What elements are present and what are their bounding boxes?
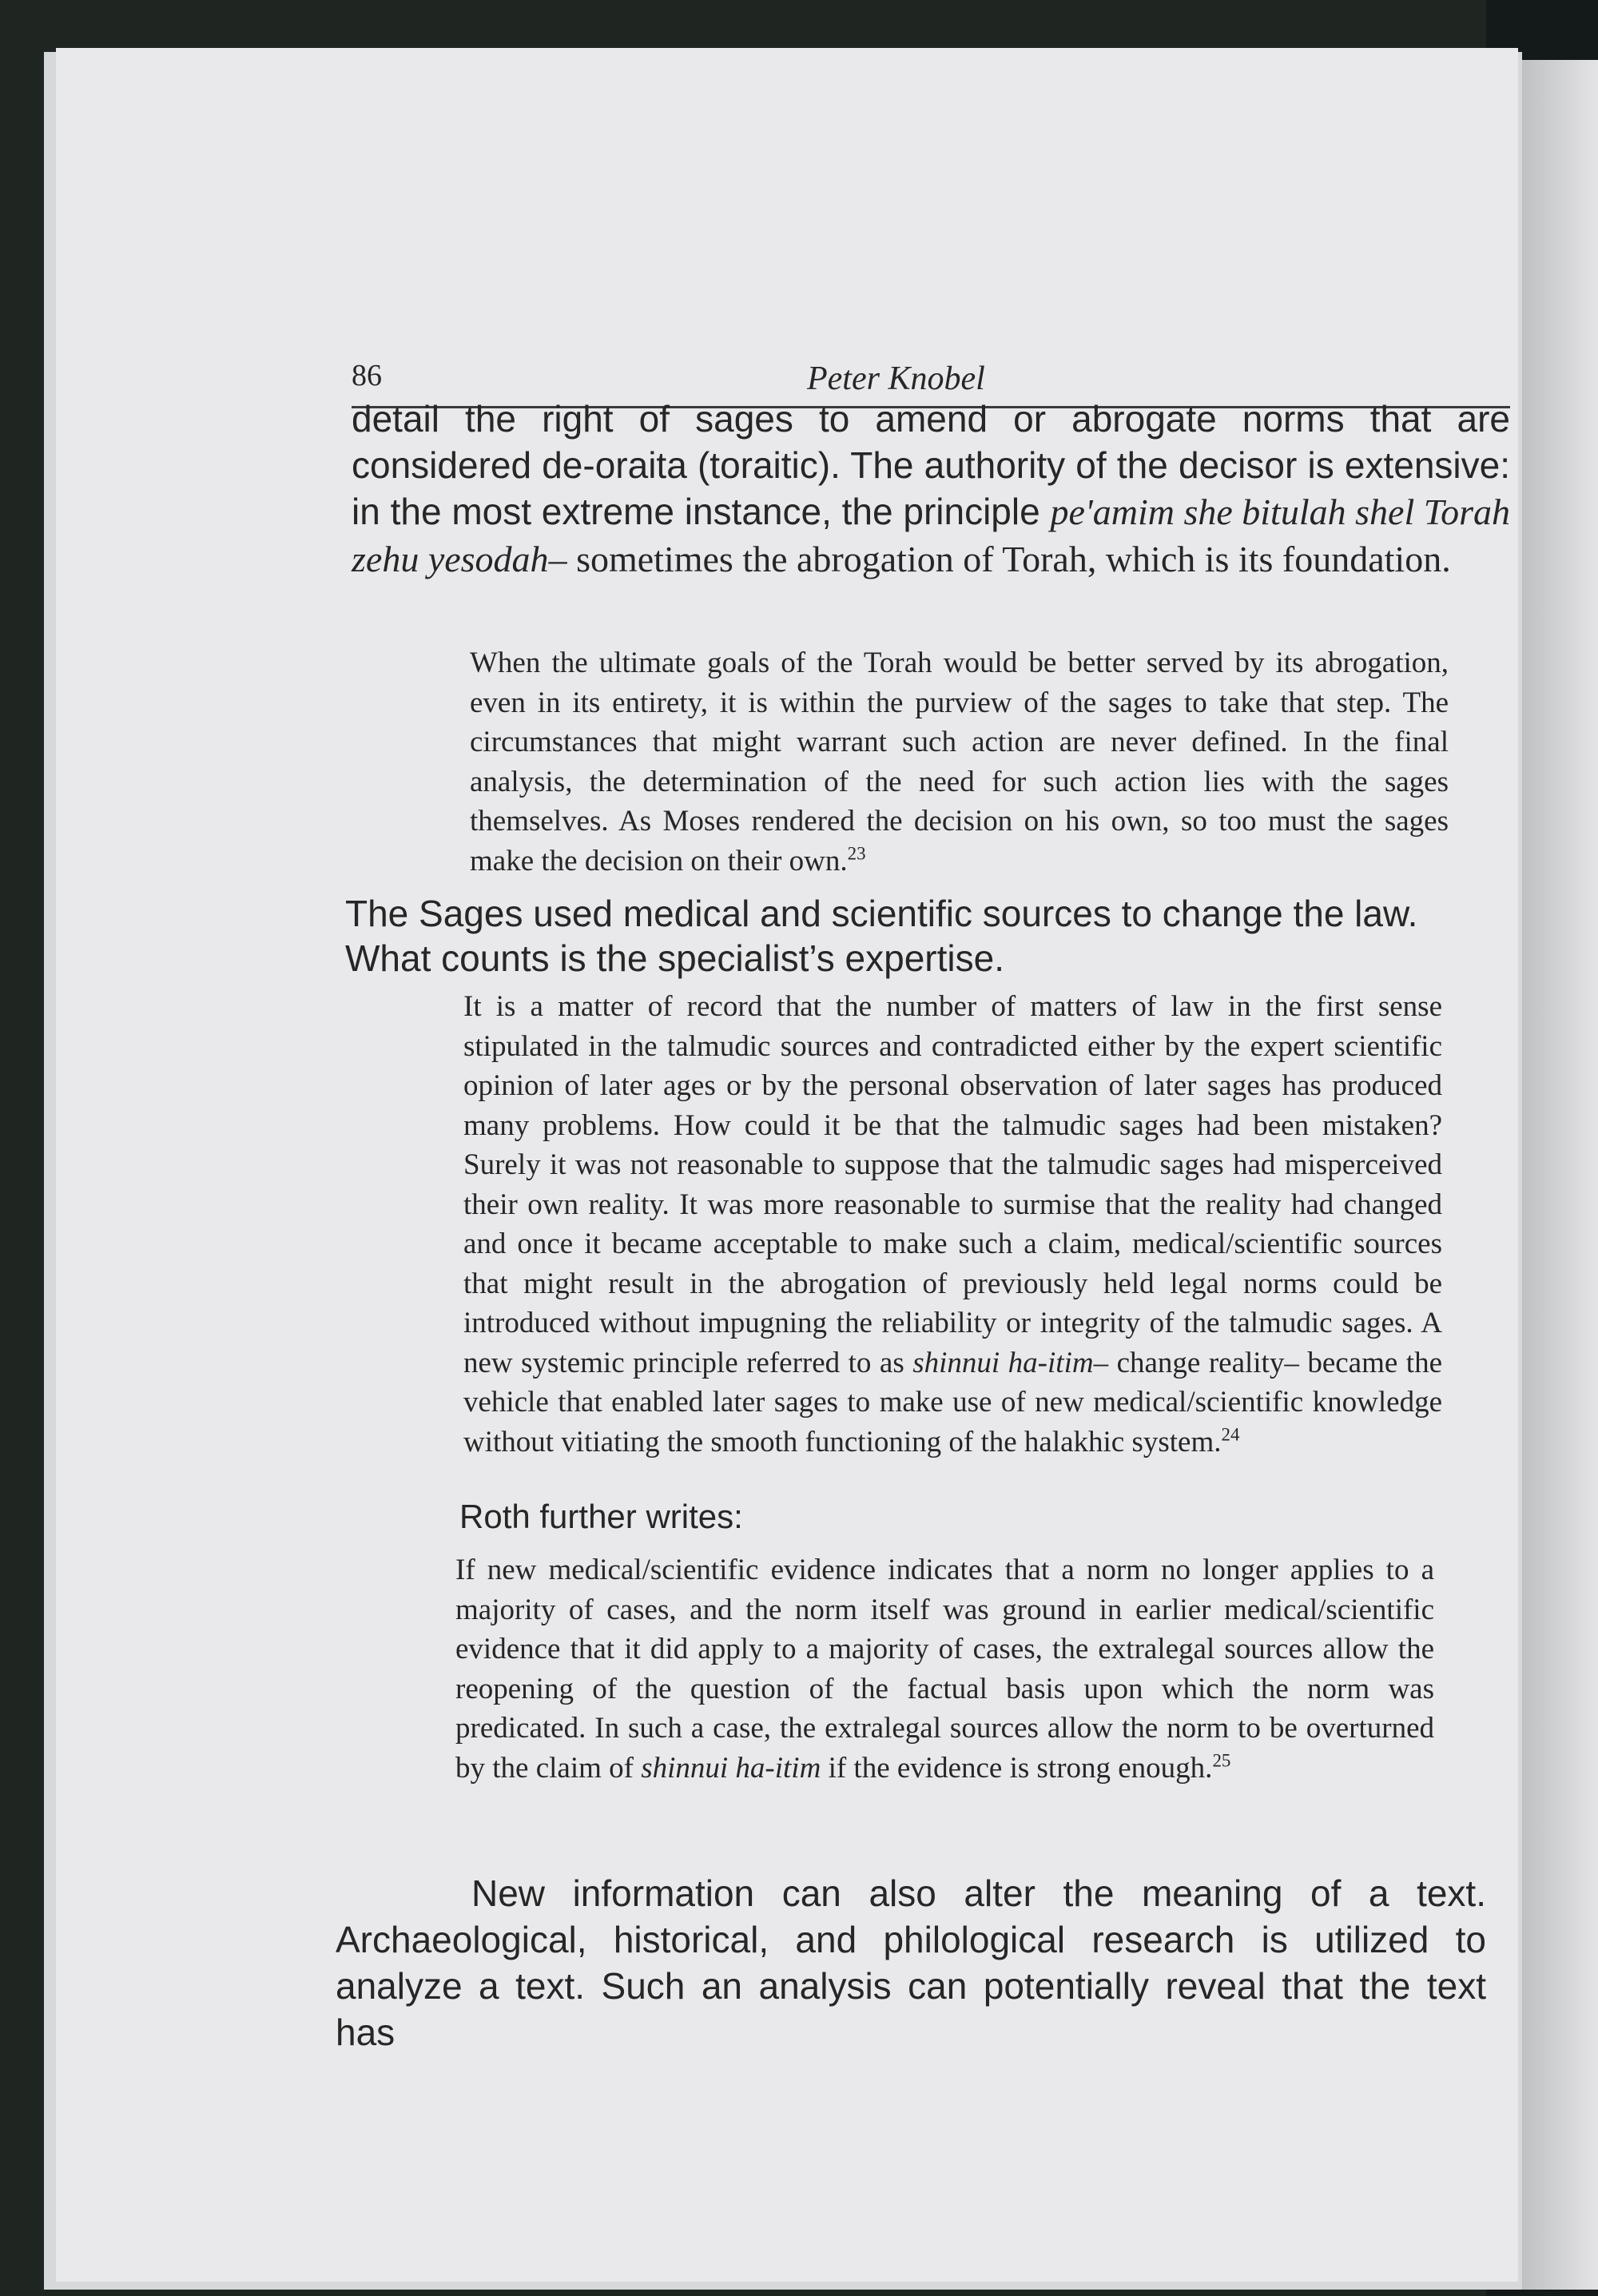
quote3-text-2: if the evidence is strong enough. [821, 1751, 1213, 1785]
footnote-marker-24: 24 [1221, 1424, 1240, 1445]
intro-text-2: – sometimes the abrogation of Torah, which is its foundation. [548, 539, 1451, 579]
book-page [56, 48, 1518, 2282]
block-quote-2 [463, 987, 1442, 1462]
quote3-text-1: If new medical/scientific evidence indicates that a norm no longer applies to a majority of cases, and the norm itself was ground in earlier medical/scientific evidence that it did apply to a majority of cases, the extralegal sources allow the reopening of the question of the factual basis upon which the norm was predicated. In such a case, the extralegal sources allow the norm to be overturned by the claim of [455, 1554, 1434, 1785]
intro-term: pe'amim she bitulah shel Torah zehu yesodah [352, 491, 1510, 579]
sages-paragraph [345, 891, 1504, 981]
quote2-term: shinnui ha-itim [912, 1346, 1094, 1379]
quote2-text-2: – change reality– became the vehicle that enabled later sages to make use of new medical/scientific knowledge without vitiating the smooth functioning of the halakhic system. [463, 1346, 1442, 1458]
block-quote-3 [455, 1550, 1434, 1788]
intro-paragraph [352, 396, 1510, 583]
roth-text: Roth further writes: [459, 1498, 743, 1535]
quote1-text: When the ultimate goals of the Torah would be better served by its abrogation, even in its entirety, it is within the purview of the sages to take that step. The circumstances that might warrant such action are never defined. In the final analysis, the determination of the need for such action lies with the sages themselves. As Moses rendered the decision on his own, so too must the sages make the decision on their own. [470, 647, 1449, 877]
quote3-term: shinnui ha-itim [641, 1751, 821, 1785]
final-text: New information can also alter the meaning of a text. Archaeological, historical, and philological research is utilized to analyze a text. Such an analysis can potentially reveal that the text has [336, 1872, 1486, 2053]
footnote-marker-25: 25 [1212, 1750, 1231, 1771]
running-head: Peter Knobel [807, 360, 985, 397]
final-paragraph [336, 1870, 1486, 2055]
page-number: 86 [352, 359, 382, 392]
footnote-marker-23: 23 [847, 843, 866, 864]
intro-text-1: detail the right of sages to amend or abrogate norms that are considered de-oraita (toraitic). The authority of the decisor is extensive: in the most extreme instance, the principle [352, 398, 1510, 532]
page-header [352, 312, 1510, 408]
block-quote-1 [470, 643, 1449, 881]
roth-line [459, 1494, 743, 1539]
quote2-text-1: It is a matter of record that the number of matters of law in the first sense stipulated in the talmudic sources and contradicted either by the expert scientific opinion of later ages or by the personal observation of later sages has produced many problems. How could it be that the talmudic sages had been mistaken? Surely it was not reasonable to suppose that the talmudic sages had misperceived their own reality. It was more reasonable to surmise that the reality had changed and once it became acceptable to make such a claim, medical/scientific sources that might result in the abrogation of previously held legal norms could be introduced without impugning the reliability or integrity of the talmudic sages. A new systemic principle referred to as [463, 990, 1442, 1379]
sages-text: The Sages used medical and scientific sources to change the law. What counts is the specialist’s expertise. [345, 893, 1418, 979]
next-page-edge [1510, 60, 1598, 2290]
